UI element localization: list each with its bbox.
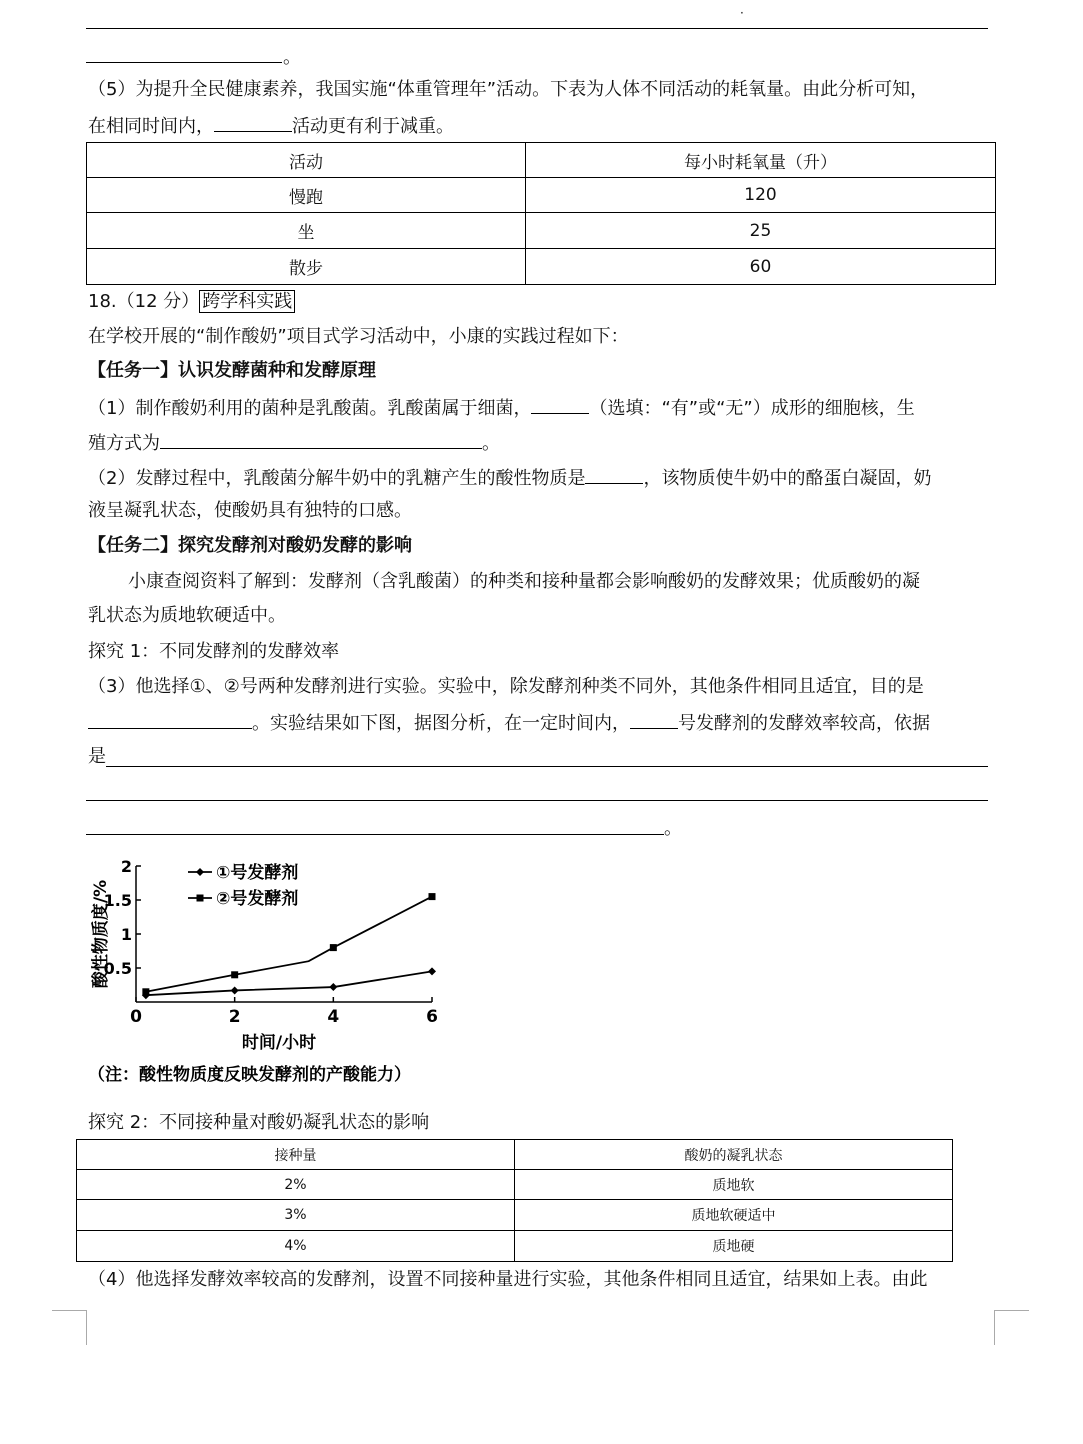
answer-line[interactable] <box>106 766 988 767</box>
answer-line[interactable] <box>86 28 988 29</box>
q1-text-c: 殖方式为 <box>88 433 160 454</box>
q1-line2 <box>88 430 500 456</box>
q2-line2: 液呈凝乳状态，使酸奶具有独特的口感。 <box>88 500 412 521</box>
data-point <box>231 986 239 994</box>
acidity-chart <box>88 852 468 1092</box>
q2-line1 <box>88 465 931 491</box>
q18-tag: 跨学科实践 <box>199 290 295 313</box>
x-tick-label: 6 <box>426 1007 438 1027</box>
table-cell: 质地软 <box>515 1170 953 1200</box>
y-tick-label: 1.5 <box>103 891 132 910</box>
answer-blank[interactable] <box>88 710 252 729</box>
intro-text: 在学校开展的“制作酸奶”项目式学习活动中，小康的实践过程如下： <box>88 326 629 347</box>
table-cell: 散步 <box>87 249 526 285</box>
q3-text-a: 。实验结果如下图，据图分析，在一定时间内， <box>252 713 630 734</box>
table-header: 接种量 <box>77 1140 515 1170</box>
data-point <box>330 944 337 951</box>
y-tick-label: 1 <box>120 925 132 944</box>
answer-line[interactable] <box>86 62 282 63</box>
x-tick-label: 0 <box>130 1007 142 1027</box>
q5-line2 <box>88 113 454 139</box>
answer-blank[interactable] <box>214 113 292 132</box>
info-line2: 乳状态为质地软硬适中。 <box>88 605 286 626</box>
table-cell: 慢跑 <box>87 178 526 213</box>
q1-line1 <box>88 395 915 421</box>
end-mark: 。 <box>283 47 301 68</box>
info-line1: 小康查阅资料了解到：发酵剂（含乳酸菌）的种类和接种量都会影响酸奶的发酵效果；优质酸奶的凝 <box>128 571 920 592</box>
q3-line1: （3）他选择①、②号两种发酵剂进行实验。实验中，除发酵剂种类不同外，其他条件相同且适宜，目的是 <box>88 676 924 697</box>
q18-number: 18.（12 分） <box>88 291 200 312</box>
q1-text-b: （选填：“有”或“无”）成形的细胞核，生 <box>589 398 915 419</box>
end-mark: 。 <box>664 818 682 839</box>
answer-blank[interactable] <box>160 430 482 449</box>
chart-note: （注：酸性物质度反映发酵剂的产酸能力） <box>88 1065 411 1085</box>
x-tick-label: 4 <box>327 1007 340 1027</box>
q1-text-d: 。 <box>482 433 500 454</box>
table-cell: 25 <box>526 213 996 249</box>
page-corner-mark <box>52 1310 87 1345</box>
table-cell: 60 <box>526 249 996 285</box>
q3-line2 <box>88 710 930 736</box>
table-cell: 坐 <box>87 213 526 249</box>
table-header: 活动 <box>87 143 526 178</box>
oxygen-table <box>86 142 996 285</box>
table-cell: 3% <box>77 1200 515 1231</box>
data-point <box>231 971 238 978</box>
task2-heading: 【任务二】探究发酵剂对酸奶发酵的影响 <box>88 535 412 556</box>
top-dot: · <box>740 6 744 20</box>
data-point <box>142 988 149 995</box>
answer-line[interactable] <box>86 834 664 835</box>
table-cell: 2% <box>77 1170 515 1200</box>
table-cell: 质地软硬适中 <box>515 1200 953 1231</box>
table-header: 每小时耗氧量（升） <box>526 143 996 178</box>
table-cell: 质地硬 <box>515 1231 953 1262</box>
data-point <box>196 868 204 876</box>
answer-blank[interactable] <box>585 465 643 484</box>
y-axis-label: 酸性物质度/% <box>91 879 111 989</box>
answer-blank[interactable] <box>531 395 589 414</box>
q1-text-a: （1）制作酸奶利用的菌种是乳酸菌。乳酸菌属于细菌， <box>88 398 532 419</box>
table-cell: 120 <box>526 178 996 213</box>
answer-blank[interactable] <box>630 710 678 729</box>
q3-line3: 是 <box>88 746 106 767</box>
q4-line1: （4）他选择发酵效率较高的发酵剂，设置不同接种量进行实验，其他条件相同且适宜，结果如上表。由此 <box>88 1269 928 1290</box>
y-tick-label: 0.5 <box>103 959 132 978</box>
q2-text-b: ，该物质使牛奶中的酪蛋白凝固，奶 <box>643 468 932 489</box>
legend-label: ②号发酵剂 <box>216 889 299 909</box>
explore2-heading: 探究 2：不同接种量对酸奶凝乳状态的影响 <box>88 1112 430 1133</box>
table-cell: 4% <box>77 1231 515 1262</box>
data-point <box>329 983 337 991</box>
table-header: 酸奶的凝乳状态 <box>515 1140 953 1170</box>
data-point <box>428 967 436 975</box>
answer-line[interactable] <box>86 800 988 801</box>
page-corner-mark <box>994 1310 1029 1345</box>
task1-heading: 【任务一】认识发酵菌种和发酵原理 <box>88 360 376 381</box>
q3-text-b: 号发酵剂的发酵效率较高，依据 <box>678 713 930 734</box>
data-point <box>429 893 436 900</box>
data-point <box>197 895 204 902</box>
q5-text-a: 在相同时间内， <box>88 116 214 137</box>
q2-text-a: （2）发酵过程中，乳酸菌分解牛奶中的乳糖产生的酸性物质是 <box>88 468 586 489</box>
q5-text-b: 活动更有利于减重。 <box>292 116 454 137</box>
x-axis-label: 时间/小时 <box>241 1033 317 1053</box>
inoculum-table <box>76 1139 953 1262</box>
y-tick-label: 2 <box>120 857 132 876</box>
explore1-heading: 探究 1：不同发酵剂的发酵效率 <box>88 641 340 662</box>
legend-label: ①号发酵剂 <box>216 863 299 883</box>
q5-line1: （5）为提升全民健康素养，我国实施“体重管理年”活动。下表为人体不同活动的耗氧量。由此分析可知， <box>88 79 929 100</box>
q18-heading <box>88 290 295 314</box>
x-tick-label: 2 <box>228 1007 241 1027</box>
